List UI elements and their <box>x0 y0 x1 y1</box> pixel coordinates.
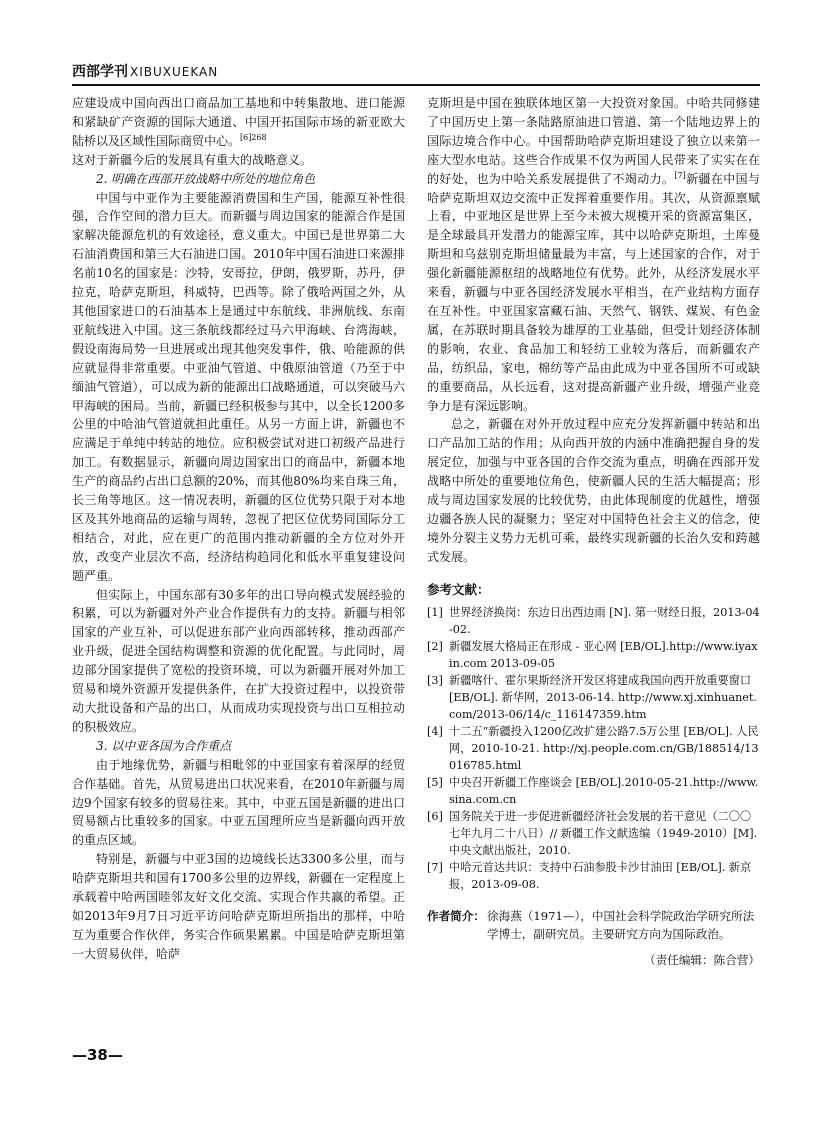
reference-item: [4] 十二五”新疆投入1200亿改扩建公路7.5万公里 [EB/OL]. 人民网，2010-10-21. http://xj.people.com.cn/GB/188514/13016785.html <box>427 724 759 772</box>
references-list <box>427 604 760 893</box>
author-bio-label: 作者简介： <box>427 908 485 923</box>
reference-item: [1] 世界经济换岗：东边日出西边雨 [N]. 第一财经日报，2013-04-02. <box>427 605 760 636</box>
paragraph: 克斯坦是中国在独联体地区第一大投资对象国。中哈共同修建了中国历史上第一条陆路原油进口管道、第一个陆地边界上的国际边境合作中心。中国帮助哈萨克斯坦建设了独立以来第一座大型水电站。这些合作成果不仅为两国人民带来了实实在在的好处，也为中哈关系发展提供了不竭动力。[7]新疆在中国与哈萨克斯坦双边交流中正发挥着重要作用。其次，从资源禀赋上看，中亚地区是世界上至今未被大规模开采的资源富集区，是全球最具开发潜力的能源宝库，其中以哈萨克斯坦，土库曼斯坦和乌兹别克斯坦储量最为丰富，与上述国家的合作，对于强化新疆能源枢纽的战略地位有优势。此外，从经济发展水平来看，新疆与中亚各国经济发展水平相当，在产业结构方面存在互补性。中亚国家富藏石油、天然气、钢铁、煤炭、有色金属，在苏联时期具备较为雄厚的工业基础，但受计划经济体制的影响，农业、食品加工和轻纺工业较为落后，而新疆农产品，纺织品，家电，棉纺等产品由此成为中亚各国所不可或缺的重要商品，从长远看，这对提高新疆产业升级，增强产业竞争力是有深远影响。 <box>427 96 760 413</box>
paragraph: 中国与中亚作为主要能源消费国和生产国，能源互补性很强，合作空间的潜力巨大。而新疆与周边国家的能源合作是国家解决能源危机的有效途径，意义重大。中国已是世界第二大石油消费国和第三大石油进口国。2010年中国石油进口来源排名前10名的国家是：沙特，安哥拉，伊朗，俄罗斯，苏丹，伊拉克，哈萨克斯坦，科威特，巴西等。除了俄哈两国之外，从其他国家进口的石油基本上是通过中东航线、非洲航线、东南亚航线进入中国。这三条航线都经过马六甲海峡、台湾海峡，假设南海局势一旦进展或出现其他突发事件，俄、哈能源的供应就显得非常重要。中亚油气管道、中俄原油管道（乃至于中缅油气管道），可以成为新的能源出口战略通道，可以突破马六甲海峡的困局。当前，新疆已经积极参与其中，以全长1200多公里的中哈油气管道就担此重任。从另一方面上讲，新疆也不应满足于单纯中转站的地位。应积极尝试对进口初级产品进行加工。有数据显示，新疆向周边国家出口的商品中，新疆本地生产的商品约占出口总额的20%，而其他80%均来自珠三角，长三角等地区。这一情况表明，新疆的区位优势只限于对本地区及其外地商品的运输与周转，忽视了把区位优势同国际分工相结合，对此，应在更广的范围内推动新疆的全方位对外开放，改变产业层次不高，经济结构趋同化和低水平重复建设问题严重。 <box>72 190 405 583</box>
right-column <box>427 94 760 969</box>
paragraph: 特别是，新疆与中亚3国的边境线长达3300多公里，而与哈萨克斯坦共和国有1700多公里的边界线，新疆在一定程度上承载着中哈两国睦邻友好文化交流、实现合作共赢的希望。正如2013年9月7日习近平访问哈萨克斯坦所指出的那样，中哈互为重要合作伙伴，务实合作硕果累累。中国是哈萨克斯坦第一大贸易伙伴，哈萨 <box>72 852 405 961</box>
page-number: —38— <box>72 1046 123 1064</box>
paragraph: 应建设成中国向西出口商品加工基地和中转集散地、进口能源和紧缺矿产资源的国际大通道、中国开拓国际市场的新亚欧大陆桥以及区域性国际商贸中心。$^{[6]268}$ <box>72 96 405 148</box>
author-bio-text: 徐海燕（1971—），中国社会科学院政治学研究所法学博士，副研究员。主要研究方向为国际政治。 <box>487 908 755 941</box>
reference-item: [5] 中央召开新疆工作座谈会 [EB/OL].2010-05-21.http://www.sina.com.cn <box>427 775 759 806</box>
section-heading: 3. 以中亚各国为合作重点 <box>96 738 232 753</box>
citation-mark: [6]268 <box>240 132 267 142</box>
running-header <box>72 62 760 86</box>
section-heading: 2. 明确在西部开放战略中所处的地位角色 <box>96 171 316 186</box>
left-column <box>72 94 405 964</box>
paragraph: 总之，新疆在对外开放过程中应充分发挥新疆中转站和出口产品加工站的作用；从向西开放的内涵中准确把握自身的发展定位，加强与中亚各国的合作交流为重点，明确在西部开发战略中所处的重要地位角色，使新疆人民的生活大幅提高；形成与周边国家发展的比较优势，由此体现制度的优越性，增强边疆各族人民的凝聚力；坚定对中国特色社会主义的信念，使境外分裂主义势力无机可乘，最终实现新疆的长治久安和跨越式发展。 <box>427 417 760 564</box>
author-bio <box>427 907 760 943</box>
reference-item: [6] 国务院关于进一步促进新疆经济社会发展的若干意见（二〇〇七年九月二十八日）// 新疆工作文献选编（1949-2010）[M]. 中央文献出版社，2010. <box>427 809 758 857</box>
paragraph: 这对于新疆今后的发展具有重大的战略意义。 <box>72 152 313 167</box>
journal-pinyin: XIBUXUEKAN <box>130 65 219 79</box>
responsible-editor: （责任编辑：陈合营） <box>644 952 760 967</box>
citation-mark: [7] <box>674 170 686 180</box>
reference-item: [2] 新疆发展大格局正在形成 - 亚心网 [EB/OL].http://www.iyaxin.com 2013-09-05 <box>427 639 758 670</box>
reference-item: [7] 中哈元首达共识：支持中石油参股卡沙甘油田 [EB/OL]. 新京报，2013-09-08. <box>427 860 752 891</box>
journal-name: 西部学刊 <box>72 64 128 80</box>
paragraph: 由于地缘优势，新疆与相毗邻的中亚国家有着深厚的经贸合作基础。首先，从贸易进出口状况来看，在2010年新疆与周边9个国家有较多的贸易往来。其中，中亚五国是新疆的进出口贸易额占比重较多的国家。中亚五国理所应当是新疆向西开放的重点区域。 <box>72 757 405 848</box>
reference-item: [3] 新疆喀什、霍尔果斯经济开发区将建成我国向西开放重要窗口 [EB/OL]. 新华网，2013-06-14. http://www.xj.xinhuanet.com/2013-06/14/c_116147359.htm <box>427 673 757 721</box>
references-title: 参考文献： <box>427 581 490 597</box>
paragraph: 但实际上，中国东部有30多年的出口导向模式发展经验的积累，可以为新疆对外产业合作提供有力的支持。新疆与相邻国家的产业互补，可以促进东部产业向西部转移，推动西部产业升级，促进全国结构调整和资源的优化配置。与此同时，周边部分国家提供了宽松的投资环境，可以为新疆开展对外加工贸易和境外资源开发提供条件，在扩大投资过程中，以投资带动大批设备和产品的出口，从而成功实现投资与出口互相拉动的积极效应。 <box>72 587 405 734</box>
